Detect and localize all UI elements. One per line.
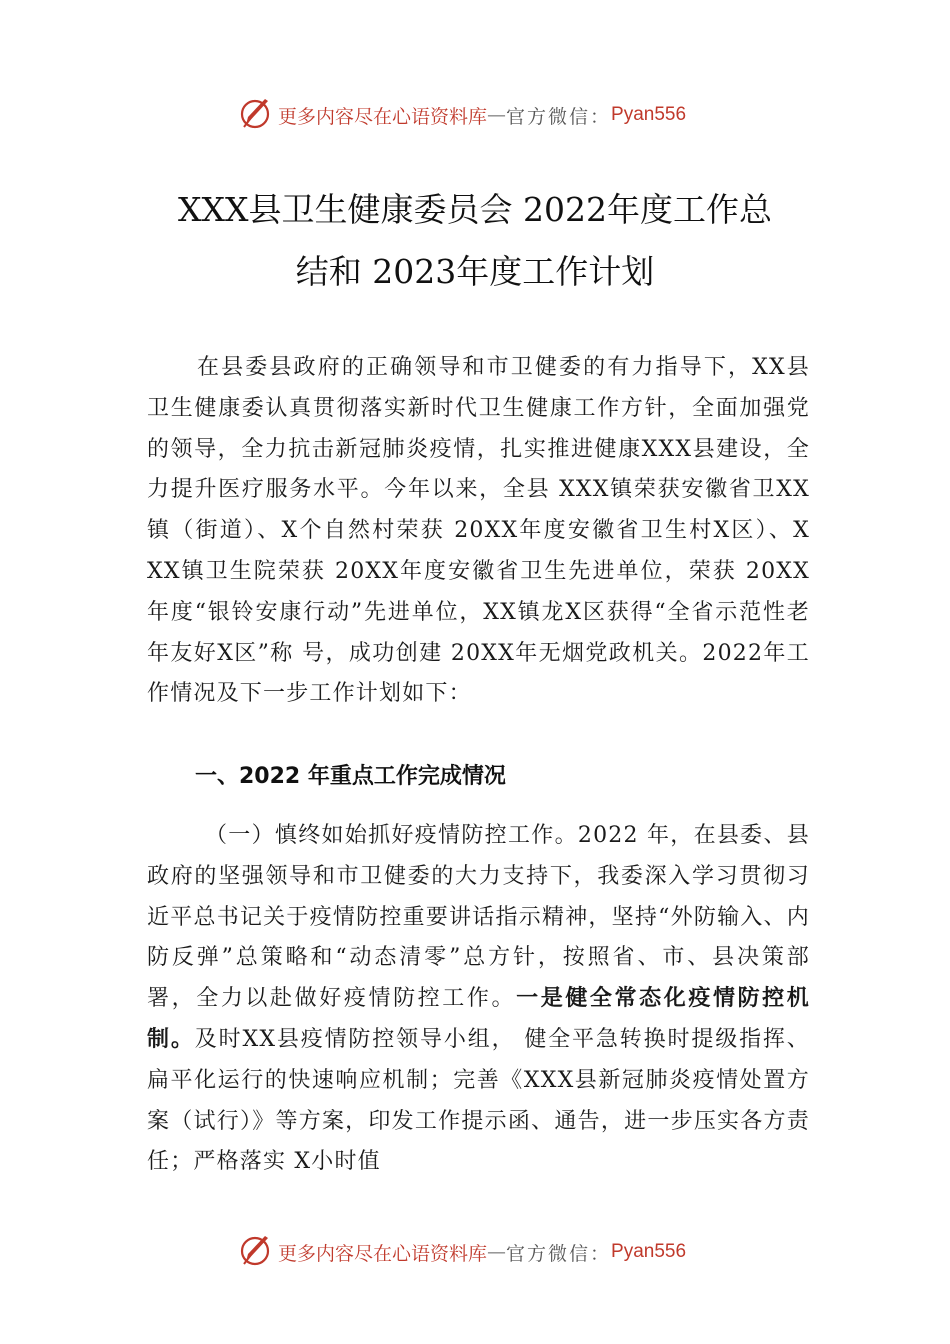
- intro-paragraph: 在县委县政府的正确领导和市卫健委的有力指导下，XX县卫生健康委认真贯彻落实新时代卫生健康工作方针，全面加强党的领导，全力抗击新冠肺炎疫情，扎实推进健康XXX县建设，全力提升医疗服务水平。今年以来，全县 XXX镇荣获安徽省卫XX镇（街道）、X个自然村荣获 20XX年度安徽省卫生村X区）、X XX镇卫生院荣获 20XX年度安徽省卫生先进单位，荣获 20XX年度“银铃安康行动”先进单位，XX镇龙X区获得“全省示范性老年友好X区”称 号，成功创建 20XX年无烟党政机关。2022年工作情况及下一步工作计划如下：: [147, 355, 810, 707]
- watermark-header: [238, 96, 686, 134]
- watermark-id: Pyan556: [611, 104, 687, 125]
- watermark-separator: —: [487, 1241, 507, 1263]
- sub-section-bold-text: 一是健全常态化疫情防控机制。: [147, 986, 810, 1052]
- watermark-label: 官方微信：: [506, 1242, 612, 1265]
- document-title-line-2: 结和 2023年度工作计划: [295, 252, 655, 291]
- watermark-separator: —: [487, 104, 507, 126]
- feather-pen-logo-icon: [238, 1232, 278, 1272]
- watermark-footer: [238, 1233, 686, 1271]
- watermark-label: 官方微信：: [506, 105, 612, 128]
- watermark-text: 更多内容尽在心语资料库: [278, 1242, 488, 1265]
- watermark-text: 更多内容尽在心语资料库: [278, 105, 488, 128]
- sub-section-text-1: （一）慎终如始抓好疫情防控工作。2022 年，在县委、县政府的坚强领导和市卫健委的大力支持下，我委深入学习贯彻习近平总书记关于疫情防控重要讲话指示精神，坚持“外防输入、内防反弹”总策略和“动态清零”总方针，按照省、市、县决策部署，全力以赴做好疫情防控工作。: [147, 823, 810, 1012]
- section-heading: 一、2022 年重点工作完成情况: [195, 764, 506, 789]
- watermark-id: Pyan556: [611, 1241, 687, 1262]
- document-title-line-1: XXX县卫生健康委员会 2022年度工作总: [178, 190, 772, 229]
- feather-pen-logo-icon: [238, 95, 278, 135]
- sub-section-paragraph: [147, 816, 810, 1183]
- sub-section-text-2: 及时XX县疫情防控领导小组， 健全平急转换时提级指挥、扁平化运行的快速响应机制；完善《XXX县新冠肺炎疫情处置方案（试行）》等方案，印发工作提示函、通告，进一步压实各方责任；严格落实 X小时值: [147, 1026, 810, 1175]
